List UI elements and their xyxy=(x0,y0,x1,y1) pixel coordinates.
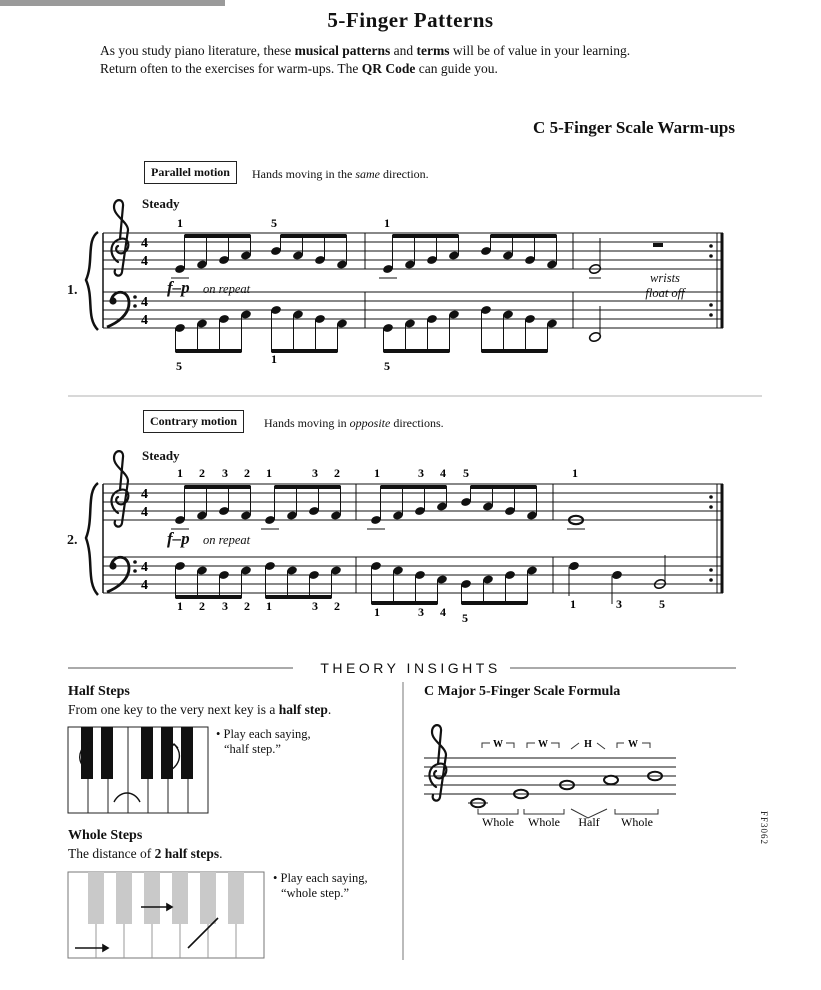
finger-number: 2 xyxy=(199,599,205,613)
whole-step-keyboard xyxy=(68,872,264,958)
parallel-motion-box: Parallel motion xyxy=(144,161,237,184)
finger-number: 2 xyxy=(199,466,205,480)
formula-step-label: Whole xyxy=(482,815,514,829)
finger-number: 1 xyxy=(266,466,272,480)
note-beam xyxy=(275,485,341,489)
svg-text:4: 4 xyxy=(141,295,148,310)
half-steps-text: From one key to the very next key is a half step. xyxy=(68,702,332,717)
formula-step-letter: W xyxy=(628,739,638,750)
formula-step-label: Half xyxy=(578,815,600,829)
note-beam xyxy=(393,234,459,238)
finger-number: 2 xyxy=(244,466,250,480)
finger-number: 5 xyxy=(176,359,182,373)
formula-step-label: Whole xyxy=(621,815,653,829)
formula-step-letter: H xyxy=(584,739,592,750)
note-beam xyxy=(272,349,338,353)
formula-staff xyxy=(424,725,676,807)
brace-1 xyxy=(86,232,98,330)
finger-number: 1 xyxy=(177,599,183,613)
whole-steps-title: Whole Steps xyxy=(68,828,143,843)
note-beam xyxy=(491,234,557,238)
exercise-number-1: 1. xyxy=(67,283,78,298)
contrary-motion-box: Contrary motion xyxy=(143,410,244,433)
finger-number: 3 xyxy=(312,599,318,613)
exercise-number-2: 2. xyxy=(67,533,78,548)
finger-number: 3 xyxy=(418,605,424,619)
intro-paragraph: As you study piano literature, these musical patterns and terms will be of value in your learning. Return often to the exercises for warm-ups. The QR Code can guide you. xyxy=(100,43,631,76)
note-beam xyxy=(384,349,450,353)
note-beam xyxy=(176,349,242,353)
finger-number: 1 xyxy=(177,466,183,480)
half-step-keyboard xyxy=(68,727,208,813)
note-beam xyxy=(482,349,548,353)
finger-number: 1 xyxy=(374,605,380,619)
whole-steps-bullet: • Play each saying, “whole step.” xyxy=(273,871,368,900)
page-title: 5-Finger Patterns xyxy=(327,8,494,32)
svg-text:4: 4 xyxy=(141,505,148,520)
note-beam xyxy=(281,234,347,238)
parallel-motion-description: Hands moving in the same direction. xyxy=(252,167,429,181)
finger-number: 2 xyxy=(334,599,340,613)
finger-number: 4 xyxy=(440,605,446,619)
note-beam xyxy=(471,485,537,489)
svg-text:4: 4 xyxy=(141,313,148,328)
dynamic-marking-2: f–p xyxy=(167,529,190,548)
half-steps-title: Half Steps xyxy=(68,684,130,699)
finger-number: 1 xyxy=(177,216,183,230)
note-beam xyxy=(185,485,251,489)
svg-text:4: 4 xyxy=(141,254,148,269)
side-catalog-code: FF3062 xyxy=(759,810,769,845)
finger-number: 5 xyxy=(271,216,277,230)
tempo-marking-1: Steady xyxy=(142,196,180,211)
finger-number: 5 xyxy=(659,597,665,611)
wrists-float-off-note: wrists float off xyxy=(645,271,685,300)
finger-number: 4 xyxy=(440,466,446,480)
section-title: C 5-Finger Scale Warm-ups xyxy=(533,118,735,137)
finger-number: 5 xyxy=(384,359,390,373)
finger-number: 3 xyxy=(222,466,228,480)
note-beam xyxy=(266,595,332,599)
svg-text:4: 4 xyxy=(141,487,148,502)
note-beam xyxy=(185,234,251,238)
finger-number: 1 xyxy=(570,597,576,611)
formula-step-label: Whole xyxy=(528,815,560,829)
repeat-dots-1 xyxy=(709,244,713,317)
svg-text:4: 4 xyxy=(141,560,148,575)
formula-title: C Major 5-Finger Scale Formula xyxy=(424,684,621,699)
exercise-1-staves xyxy=(103,233,723,328)
repeat-dots-2 xyxy=(709,495,713,582)
svg-text:4: 4 xyxy=(141,236,148,251)
exercise-1-left-hand-notes xyxy=(174,305,558,353)
note-beam xyxy=(462,601,528,605)
finger-number: 2 xyxy=(244,599,250,613)
note-beam xyxy=(176,595,242,599)
exercise-1-final-notes xyxy=(588,238,663,343)
dynamic-marking-1: f–p xyxy=(167,278,190,297)
dynamic-note-1: on repeat xyxy=(203,282,251,296)
svg-text:4: 4 xyxy=(141,578,148,593)
formula-step-letter: W xyxy=(538,739,548,750)
exercise-1-right-hand-notes xyxy=(171,234,558,278)
exercise-2-right-hand-notes xyxy=(171,485,538,529)
finger-number: 1 xyxy=(384,216,390,230)
finger-number: 3 xyxy=(222,599,228,613)
finger-number: 1 xyxy=(271,352,277,366)
finger-number: 1 xyxy=(374,466,380,480)
finger-number: 3 xyxy=(418,466,424,480)
half-steps-bullet: • Play each saying, “half step.” xyxy=(216,727,311,756)
contrary-motion-description: Hands moving in opposite directions. xyxy=(264,416,444,430)
exercise-2-staves xyxy=(103,484,723,593)
time-signature-1 xyxy=(141,236,148,328)
whole-steps-text: The distance of 2 half steps. xyxy=(68,846,223,861)
brace-2 xyxy=(86,483,98,595)
finger-number: 3 xyxy=(616,597,622,611)
tempo-marking-2: Steady xyxy=(142,448,180,463)
time-signature-2 xyxy=(141,487,148,593)
finger-number: 5 xyxy=(463,466,469,480)
finger-number: 5 xyxy=(462,611,468,625)
treble-clef-2 xyxy=(111,451,128,527)
note-beam xyxy=(372,601,438,605)
finger-number: 3 xyxy=(312,466,318,480)
exercise-2-final-notes xyxy=(567,516,667,604)
formula-step-letter: W xyxy=(493,739,503,750)
treble-clef-1 xyxy=(111,200,128,276)
finger-number: 1 xyxy=(572,466,578,480)
finger-number: 2 xyxy=(334,466,340,480)
note-beam xyxy=(381,485,447,489)
finger-number: 1 xyxy=(266,599,272,613)
formula-step-labels xyxy=(482,815,653,829)
dynamic-note-2: on repeat xyxy=(203,533,251,547)
formula-bracket-letters xyxy=(493,739,638,750)
theory-insights-heading: THEORY INSIGHTS xyxy=(320,660,501,676)
